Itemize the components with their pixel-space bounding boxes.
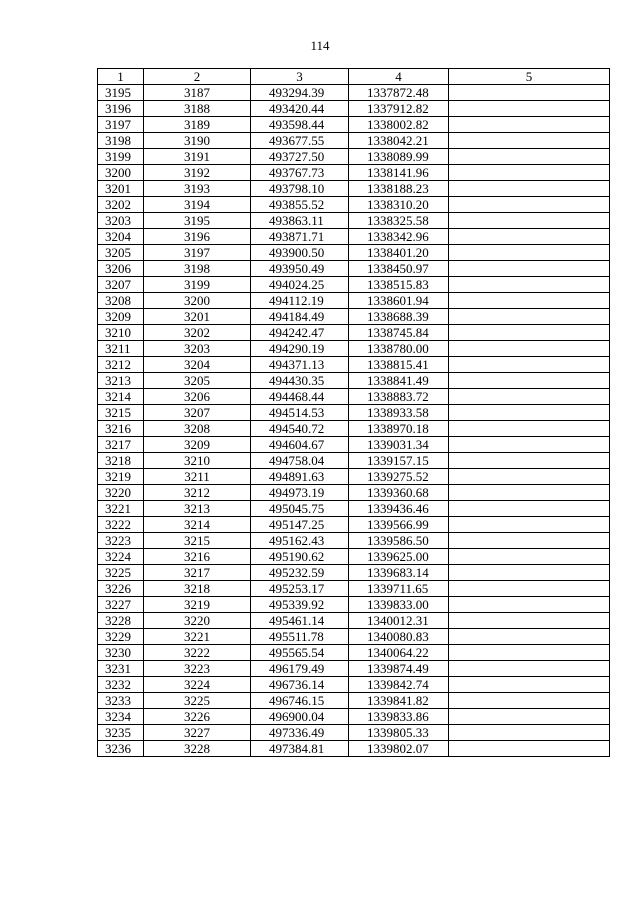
- table-cell: 3221: [144, 629, 251, 645]
- table-body: [98, 85, 610, 757]
- table-cell: 3230: [98, 645, 144, 661]
- table-cell: 3210: [144, 453, 251, 469]
- table-cell: 495232.59: [251, 565, 349, 581]
- table-cell: [449, 149, 610, 165]
- table-cell: 3203: [98, 213, 144, 229]
- table-cell: 3197: [98, 117, 144, 133]
- table-cell: 495253.17: [251, 581, 349, 597]
- table-cell: 3205: [144, 373, 251, 389]
- table-cell: 1338325.58: [349, 213, 449, 229]
- table-cell: [449, 437, 610, 453]
- table-cell: 497384.81: [251, 741, 349, 757]
- table-cell: 3219: [98, 469, 144, 485]
- coordinates-table: [97, 68, 610, 757]
- table-row: [98, 709, 610, 725]
- column-header: 2: [144, 69, 251, 85]
- table-cell: 3204: [98, 229, 144, 245]
- table-row: [98, 421, 610, 437]
- table-row: [98, 629, 610, 645]
- table-cell: 3229: [98, 629, 144, 645]
- table-cell: 3231: [98, 661, 144, 677]
- table-cell: [449, 405, 610, 421]
- table-cell: 3209: [98, 309, 144, 325]
- table-cell: 1338841.49: [349, 373, 449, 389]
- table-row: [98, 405, 610, 421]
- table-cell: 496746.15: [251, 693, 349, 709]
- table-cell: 3196: [144, 229, 251, 245]
- table-cell: 3200: [144, 293, 251, 309]
- table-cell: 1339833.86: [349, 709, 449, 725]
- column-header: 3: [251, 69, 349, 85]
- table-cell: 3208: [98, 293, 144, 309]
- table-cell: 3194: [144, 197, 251, 213]
- table-cell: 1338780.00: [349, 341, 449, 357]
- table-cell: 3213: [144, 501, 251, 517]
- table-cell: 3226: [144, 709, 251, 725]
- table-cell: 493863.11: [251, 213, 349, 229]
- table-cell: [449, 629, 610, 645]
- table-cell: 493798.10: [251, 181, 349, 197]
- table-cell: 493677.55: [251, 133, 349, 149]
- table-cell: 3195: [144, 213, 251, 229]
- table-row: [98, 725, 610, 741]
- table-cell: [449, 597, 610, 613]
- table-cell: 494242.47: [251, 325, 349, 341]
- table-row: [98, 165, 610, 181]
- table-cell: 1340064.22: [349, 645, 449, 661]
- table-cell: 496179.49: [251, 661, 349, 677]
- table-cell: 3224: [98, 549, 144, 565]
- table-cell: 3191: [144, 149, 251, 165]
- table-cell: [449, 197, 610, 213]
- table-row: [98, 197, 610, 213]
- table-cell: [449, 133, 610, 149]
- table-row: [98, 565, 610, 581]
- table-cell: 1338970.18: [349, 421, 449, 437]
- table-cell: 3199: [98, 149, 144, 165]
- table-row: [98, 645, 610, 661]
- table-cell: 496736.14: [251, 677, 349, 693]
- table-cell: 3234: [98, 709, 144, 725]
- table-cell: 3207: [98, 277, 144, 293]
- table-row: [98, 389, 610, 405]
- table-cell: [449, 549, 610, 565]
- column-header: 5: [449, 69, 610, 85]
- table-cell: 3206: [98, 261, 144, 277]
- table-cell: [449, 357, 610, 373]
- table-cell: [449, 277, 610, 293]
- table-cell: 494430.35: [251, 373, 349, 389]
- table-cell: 1339841.82: [349, 693, 449, 709]
- table-row: [98, 693, 610, 709]
- table-cell: 1337872.48: [349, 85, 449, 101]
- table-row: [98, 581, 610, 597]
- table-row: [98, 293, 610, 309]
- table-cell: 495147.25: [251, 517, 349, 533]
- table-cell: 1338141.96: [349, 165, 449, 181]
- table-cell: 493871.71: [251, 229, 349, 245]
- table-cell: 3218: [144, 581, 251, 597]
- table-row: [98, 85, 610, 101]
- table-cell: 1339436.46: [349, 501, 449, 517]
- table-cell: 3235: [98, 725, 144, 741]
- table-cell: [449, 453, 610, 469]
- table-cell: [449, 309, 610, 325]
- table-cell: 3226: [98, 581, 144, 597]
- table-row: [98, 485, 610, 501]
- table-cell: [449, 741, 610, 757]
- table-cell: 1339031.34: [349, 437, 449, 453]
- table-cell: 3207: [144, 405, 251, 421]
- table-cell: 1339625.00: [349, 549, 449, 565]
- table-cell: [449, 373, 610, 389]
- table-cell: 1340080.83: [349, 629, 449, 645]
- table-row: [98, 277, 610, 293]
- table-row: [98, 357, 610, 373]
- table-cell: 3213: [98, 373, 144, 389]
- table-cell: 3197: [144, 245, 251, 261]
- table-cell: 3217: [98, 437, 144, 453]
- table-row: [98, 533, 610, 549]
- table-cell: 3192: [144, 165, 251, 181]
- table-cell: 3193: [144, 181, 251, 197]
- table-cell: 494514.53: [251, 405, 349, 421]
- table-cell: 3223: [144, 661, 251, 677]
- table-cell: 3218: [98, 453, 144, 469]
- table-row: [98, 677, 610, 693]
- table-cell: 494758.04: [251, 453, 349, 469]
- table-cell: 1338688.39: [349, 309, 449, 325]
- table-cell: [449, 517, 610, 533]
- table-cell: 1338601.94: [349, 293, 449, 309]
- column-header: 4: [349, 69, 449, 85]
- table-cell: 494540.72: [251, 421, 349, 437]
- table-cell: 3189: [144, 117, 251, 133]
- table-cell: 1338002.82: [349, 117, 449, 133]
- table-cell: [449, 389, 610, 405]
- table-row: [98, 181, 610, 197]
- table-cell: 3199: [144, 277, 251, 293]
- table-cell: 1338815.41: [349, 357, 449, 373]
- table-cell: 3219: [144, 597, 251, 613]
- table-cell: 494371.13: [251, 357, 349, 373]
- table-cell: [449, 693, 610, 709]
- table-cell: 3209: [144, 437, 251, 453]
- table-cell: 494184.49: [251, 309, 349, 325]
- table-cell: 1339833.00: [349, 597, 449, 613]
- table-cell: 3224: [144, 677, 251, 693]
- table-cell: [449, 293, 610, 309]
- table-cell: 1338883.72: [349, 389, 449, 405]
- table-cell: [449, 485, 610, 501]
- table-row: [98, 229, 610, 245]
- table-cell: 3223: [98, 533, 144, 549]
- table-cell: 1338042.21: [349, 133, 449, 149]
- table-cell: 1339683.14: [349, 565, 449, 581]
- table-cell: [449, 421, 610, 437]
- table-cell: 3187: [144, 85, 251, 101]
- table-cell: 3195: [98, 85, 144, 101]
- table-cell: 3196: [98, 101, 144, 117]
- table-cell: 3210: [98, 325, 144, 341]
- table-cell: 494973.19: [251, 485, 349, 501]
- table-cell: [449, 213, 610, 229]
- table-cell: 3188: [144, 101, 251, 117]
- table-row: [98, 517, 610, 533]
- table-cell: 495339.92: [251, 597, 349, 613]
- table-cell: 3227: [98, 597, 144, 613]
- table-cell: 3212: [144, 485, 251, 501]
- table-cell: 494604.67: [251, 437, 349, 453]
- table-cell: 3215: [98, 405, 144, 421]
- table-cell: [449, 181, 610, 197]
- table-cell: 1338188.23: [349, 181, 449, 197]
- table-cell: [449, 341, 610, 357]
- table-cell: 1339157.15: [349, 453, 449, 469]
- table-cell: [449, 165, 610, 181]
- table-cell: 493420.44: [251, 101, 349, 117]
- table-cell: 494468.44: [251, 389, 349, 405]
- table-cell: 493900.50: [251, 245, 349, 261]
- table-cell: 1338401.20: [349, 245, 449, 261]
- table-cell: [449, 117, 610, 133]
- table-cell: 3222: [98, 517, 144, 533]
- table-cell: 3198: [98, 133, 144, 149]
- table-cell: [449, 261, 610, 277]
- table-cell: 496900.04: [251, 709, 349, 725]
- table-row: [98, 549, 610, 565]
- table-cell: 1337912.82: [349, 101, 449, 117]
- table-cell: 3232: [98, 677, 144, 693]
- table-cell: 3216: [144, 549, 251, 565]
- table-cell: 495511.78: [251, 629, 349, 645]
- table-cell: 1339842.74: [349, 677, 449, 693]
- table-cell: 3204: [144, 357, 251, 373]
- table-cell: 1339360.68: [349, 485, 449, 501]
- table-cell: 493598.44: [251, 117, 349, 133]
- table-cell: [449, 565, 610, 581]
- table-row: [98, 149, 610, 165]
- table-cell: 3198: [144, 261, 251, 277]
- table-row: [98, 453, 610, 469]
- table-cell: 493767.73: [251, 165, 349, 181]
- table-cell: 1339802.07: [349, 741, 449, 757]
- table-cell: 3216: [98, 421, 144, 437]
- table-cell: 1338342.96: [349, 229, 449, 245]
- table-cell: 3227: [144, 725, 251, 741]
- table-cell: 1338450.97: [349, 261, 449, 277]
- table-cell: 3200: [98, 165, 144, 181]
- table-cell: 1338745.84: [349, 325, 449, 341]
- table-cell: 493294.39: [251, 85, 349, 101]
- table-cell: [449, 469, 610, 485]
- table-cell: 3208: [144, 421, 251, 437]
- table-cell: 3214: [144, 517, 251, 533]
- table-cell: 3201: [144, 309, 251, 325]
- table-cell: 3217: [144, 565, 251, 581]
- table-cell: 1340012.31: [349, 613, 449, 629]
- table-row: [98, 597, 610, 613]
- table-header-row: [98, 69, 610, 85]
- table-row: [98, 469, 610, 485]
- table-cell: 1339874.49: [349, 661, 449, 677]
- table-cell: 3212: [98, 357, 144, 373]
- table-cell: 493727.50: [251, 149, 349, 165]
- table-cell: 3190: [144, 133, 251, 149]
- table-cell: 494891.63: [251, 469, 349, 485]
- table-cell: 1338089.99: [349, 149, 449, 165]
- table-cell: 495461.14: [251, 613, 349, 629]
- table-cell: 494024.25: [251, 277, 349, 293]
- table-row: [98, 501, 610, 517]
- table-cell: 3205: [98, 245, 144, 261]
- table-row: [98, 741, 610, 757]
- table-cell: 1339275.52: [349, 469, 449, 485]
- table-cell: [449, 725, 610, 741]
- table-cell: 495565.54: [251, 645, 349, 661]
- table-cell: [449, 645, 610, 661]
- table-cell: 3228: [98, 613, 144, 629]
- table-cell: [449, 245, 610, 261]
- table-row: [98, 661, 610, 677]
- table-cell: 3215: [144, 533, 251, 549]
- table-row: [98, 325, 610, 341]
- table-cell: [449, 229, 610, 245]
- table-cell: 493950.49: [251, 261, 349, 277]
- table-cell: 3220: [98, 485, 144, 501]
- table-cell: 497336.49: [251, 725, 349, 741]
- table-cell: [449, 325, 610, 341]
- page-number: 114: [310, 38, 330, 53]
- table-cell: 1339586.50: [349, 533, 449, 549]
- table-cell: 1339566.99: [349, 517, 449, 533]
- table-cell: 1339711.65: [349, 581, 449, 597]
- table-cell: 3203: [144, 341, 251, 357]
- table-cell: 495190.62: [251, 549, 349, 565]
- table-row: [98, 101, 610, 117]
- table-cell: 495045.75: [251, 501, 349, 517]
- table-cell: [449, 613, 610, 629]
- table-cell: 1338310.20: [349, 197, 449, 213]
- table-cell: 3233: [98, 693, 144, 709]
- table-cell: [449, 677, 610, 693]
- table-row: [98, 261, 610, 277]
- table-cell: [449, 501, 610, 517]
- table-cell: [449, 661, 610, 677]
- table-row: [98, 117, 610, 133]
- table-cell: 1338933.58: [349, 405, 449, 421]
- table-cell: 3202: [98, 197, 144, 213]
- table-cell: 3211: [98, 341, 144, 357]
- table-row: [98, 341, 610, 357]
- table-cell: [449, 533, 610, 549]
- table-cell: 3220: [144, 613, 251, 629]
- table-row: [98, 437, 610, 453]
- table-cell: 493855.52: [251, 197, 349, 213]
- table-row: [98, 133, 610, 149]
- table-row: [98, 613, 610, 629]
- table-cell: 3211: [144, 469, 251, 485]
- table-row: [98, 373, 610, 389]
- table-cell: [449, 85, 610, 101]
- table-cell: 3222: [144, 645, 251, 661]
- table-row: [98, 309, 610, 325]
- table-cell: 1339805.33: [349, 725, 449, 741]
- table-cell: [449, 709, 610, 725]
- table-cell: 495162.43: [251, 533, 349, 549]
- table-cell: [449, 101, 610, 117]
- column-header: 1: [98, 69, 144, 85]
- table-cell: 1338515.83: [349, 277, 449, 293]
- table-cell: 3214: [98, 389, 144, 405]
- table-cell: 3225: [98, 565, 144, 581]
- table-cell: 3221: [98, 501, 144, 517]
- table-cell: 494112.19: [251, 293, 349, 309]
- table-cell: 3236: [98, 741, 144, 757]
- table-cell: 3225: [144, 693, 251, 709]
- table-row: [98, 245, 610, 261]
- table-cell: 3201: [98, 181, 144, 197]
- table-cell: 3202: [144, 325, 251, 341]
- table-cell: 494290.19: [251, 341, 349, 357]
- table-cell: 3228: [144, 741, 251, 757]
- table-row: [98, 213, 610, 229]
- table-cell: 3206: [144, 389, 251, 405]
- table-cell: [449, 581, 610, 597]
